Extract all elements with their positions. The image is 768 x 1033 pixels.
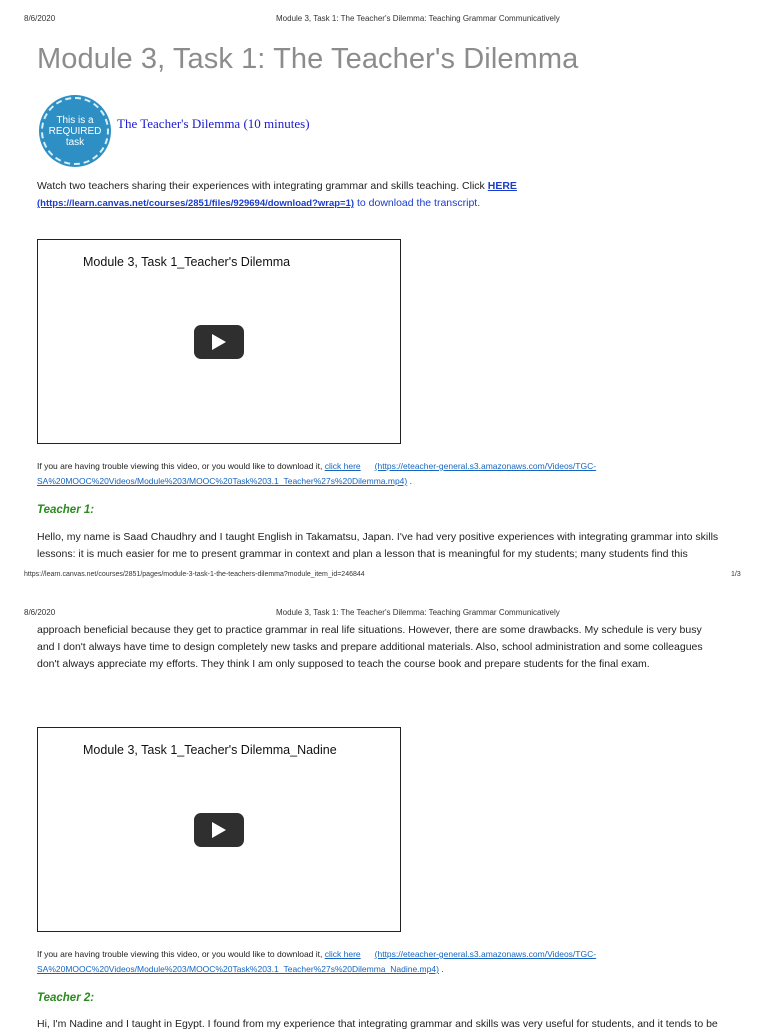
page-2-header-date: 8/6/2020 [24,608,56,617]
intro-end: to download the transcript. [354,197,481,209]
page-2-header-title: Module 3, Task 1: The Teacher's Dilemma: Teaching Grammar Communicatively [276,608,560,617]
page-footer-number: 1/3 [731,571,741,578]
video-1-url-link-b[interactable]: SA%20MOOC%20Videos/Module%203/MOOC%20Task%203.1_Teacher%27s%20Dilemma.mp4) [37,476,408,486]
page-footer-url: https://learn.canvas.net/courses/2851/pages/module-3-task-1-the-teachers-dilemma?module_item_id=246844 [24,571,365,578]
play-button-icon[interactable] [194,813,244,847]
badge-line-1: This is a [56,114,94,126]
click-here-link-1[interactable]: click here [324,461,361,471]
teacher-1-text [37,529,757,563]
transcript-here-link[interactable]: HERE [487,180,517,192]
teacher-1-heading: Teacher 1: [37,504,95,516]
teacher-2-line-1: Hi, I'm Nadine and I taught in Egypt. I found from my experience that integrating grammar and skills was very useful for students, and it tends to be [37,1018,718,1030]
video-2-url-link-b[interactable]: SA%20MOOC%20Videos/Module%203/MOOC%20Task%203.1_Teacher%27s%20Dilemma_Nadine.mp4) [37,964,439,974]
transcript-url-link[interactable]: (https://learn.canvas.net/courses/2851/files/929694/download?wrap=1) [37,198,355,209]
page-header-title: Module 3, Task 1: The Teacher's Dilemma: Teaching Grammar Communicatively [276,14,560,23]
intro-text: Watch two teachers sharing their experiences with integrating grammar and skills teaching. Click [37,180,488,192]
video-2-title: Module 3, Task 1_Teacher's Dilemma_Nadine [83,743,337,757]
video-1-title: Module 3, Task 1_Teacher's Dilemma [83,255,291,269]
teacher-1-continued-text [37,622,757,673]
page-title: Module 3, Task 1: The Teacher's Dilemma [37,43,579,75]
teacher-1-line-2: lessons: it is much easier for me to present grammar in context and plan a lesson that is meaningful for my students; many students find this [37,548,688,560]
required-task-badge [41,97,109,165]
badge-line-3: task [65,136,85,148]
badge-line-2: REQUIRED [48,125,102,137]
play-button-icon[interactable] [194,325,244,359]
teacher-2-text [37,1016,757,1033]
teachers-dilemma-link[interactable]: The Teacher's Dilemma (10 minutes) [117,116,310,131]
teacher-1-cont-line-1: approach beneficial because they get to practice grammar in real life situations. However, there are some drawbacks. My schedule is very busy [37,624,702,636]
video-1-url-end: . [407,476,412,486]
teacher-1-cont-line-2: and I don't always have time to design completely new tasks and prepare additional materials. Also, school administration and some colleagues [37,641,703,653]
video-player-1[interactable] [37,239,401,444]
video-2-url-end: . [438,964,444,974]
video-2-url-link-a[interactable]: (https://eteacher-general.s3.amazonaws.com/Videos/TGC- [374,949,597,959]
page-header-date: 8/6/2020 [24,14,56,23]
trouble-text-1: If you are having trouble viewing this video, or you would like to download it, [37,461,325,471]
video-1-download-note [37,459,737,489]
intro-paragraph [37,178,737,212]
click-here-link-2[interactable]: click here [324,949,361,959]
teacher-1-cont-line-3: don't always appreciate my efforts. They think I am only supposed to teach the course book and prepare students for the final exam. [37,658,650,670]
video-2-download-note [37,947,737,977]
video-1-url-link-a[interactable]: (https://eteacher-general.s3.amazonaws.com/Videos/TGC- [374,461,597,471]
teacher-1-line-1: Hello, my name is Saad Chaudhry and I taught English in Takamatsu, Japan. I've had very positive experiences with integrating grammar into skills [37,531,719,543]
video-player-2[interactable] [37,727,401,932]
trouble-text-2: If you are having trouble viewing this video, or you would like to download it, [37,949,325,959]
teacher-2-heading: Teacher 2: [37,992,95,1004]
